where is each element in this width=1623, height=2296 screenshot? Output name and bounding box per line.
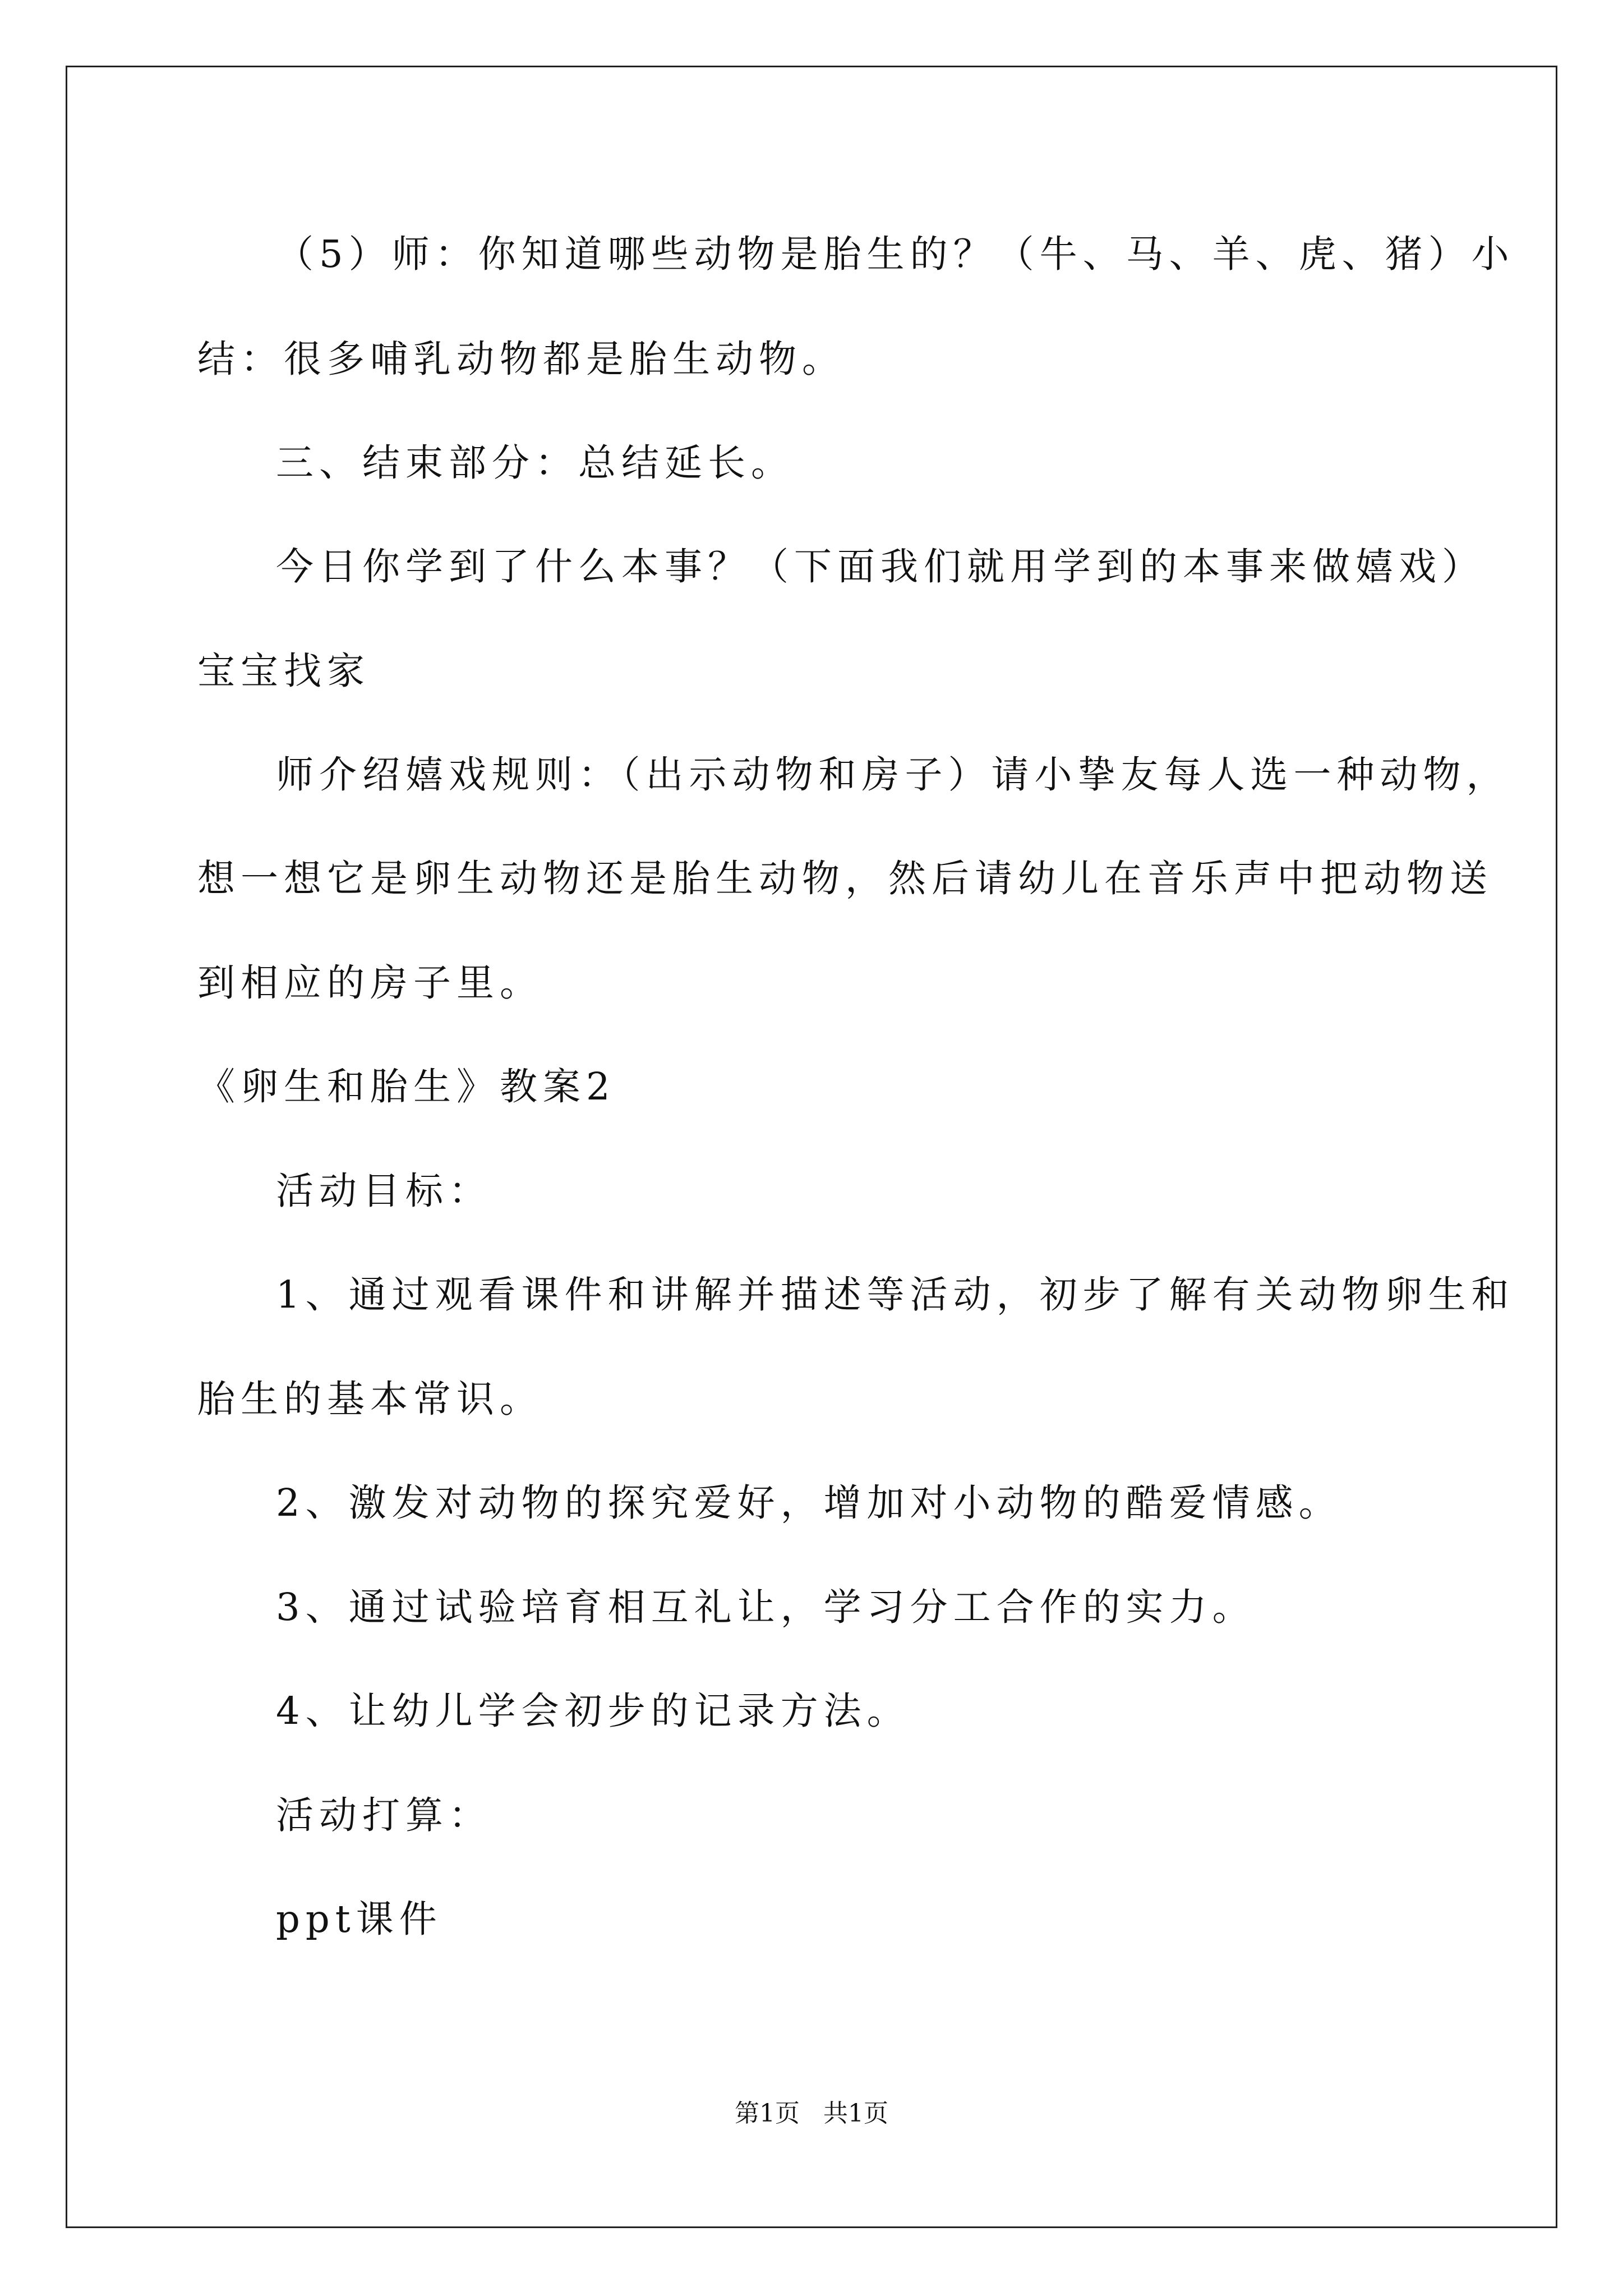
- paragraph-line: 结：很多哺乳动物都是胎生动物。: [197, 337, 845, 381]
- paragraph-line: 胎生的基本常识。: [197, 1377, 543, 1421]
- paragraph-line: 宝宝找家: [197, 649, 370, 693]
- paragraph-line: 3、通过试验培育相互礼让，学习分工合作的实力。: [276, 1585, 1256, 1629]
- paragraph-line: 到相应的房子里。: [197, 961, 543, 1005]
- paragraph-line: 4、让幼儿学会初步的记录方法。: [276, 1689, 910, 1733]
- paragraph-line: 活动打算：: [276, 1793, 492, 1837]
- paragraph-line: ppt课件: [276, 1897, 442, 1941]
- paragraph-line: 1、通过观看课件和讲解并描述等活动，初步了解有关动物卵生和: [276, 1273, 1515, 1317]
- paragraph-line: 想一想它是卵生动物还是胎生动物，然后请幼儿在音乐声中把动物送: [197, 857, 1493, 900]
- paragraph-line: 活动目标：: [276, 1169, 492, 1213]
- paragraph-line: 2、激发对动物的探究爱好，增加对小动物的酷爱情感。: [276, 1481, 1342, 1525]
- paragraph-line: 师介绍嬉戏规则：（出示动物和房子）请小挚友每人选一种动物，: [276, 753, 1510, 797]
- paragraph-line: （5）师：你知道哪些动物是胎生的？（牛、马、羊、虎、猪）小: [276, 232, 1515, 276]
- section-heading: 《卵生和胎生》教案2: [197, 1065, 616, 1108]
- paragraph-line: 今日你学到了什么本事？（下面我们就用学到的本事来做嬉戏）: [276, 545, 1485, 588]
- page-footer: 第1页 共1页: [735, 2099, 888, 2128]
- paragraph-line: 三、结束部分：总结延长。: [276, 441, 794, 485]
